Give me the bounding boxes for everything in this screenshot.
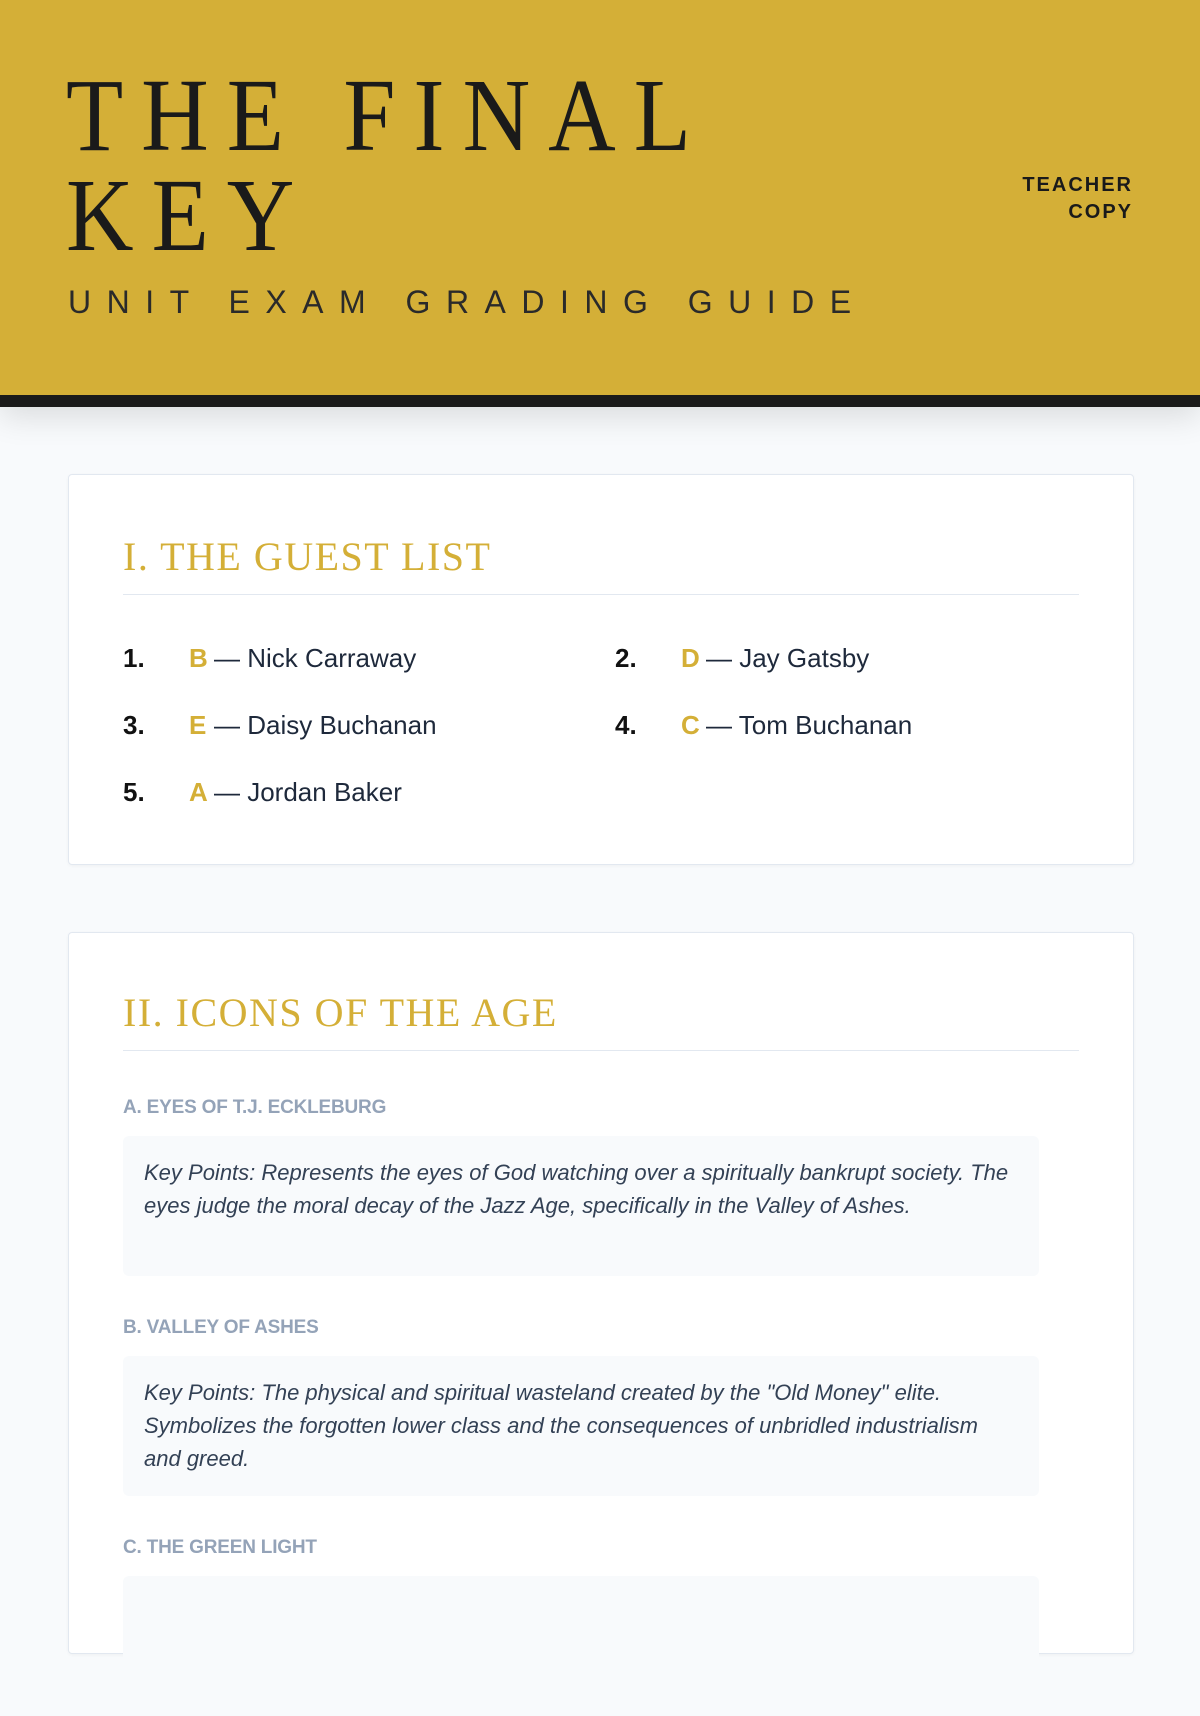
page-header (0, 0, 1200, 407)
section-title: I. THE GUEST LIST (123, 533, 1079, 595)
key-points-box: Key Points: Represents the eyes of God watching over a spiritually bankrupt society. The eyes judge the moral decay of the Jazz Age, specifically in the Valley of Ashes. (123, 1136, 1039, 1276)
answer-letter: C (681, 710, 700, 740)
item-number: 3. (123, 710, 145, 740)
subsection-label: C. THE GREEN LIGHT (123, 1537, 317, 1558)
guest-list-card (68, 474, 1134, 865)
teacher-copy-badge (1022, 172, 1133, 226)
key-points-box (123, 1576, 1039, 1716)
badge-line-1: TEACHER (1022, 174, 1133, 196)
title-line-2: KEY (66, 158, 313, 273)
subsection-label: A. EYES OF T.J. ECKLEBURG (123, 1097, 387, 1118)
answer-letter: D (681, 643, 700, 673)
answer-name: — Daisy Buchanan (214, 710, 437, 740)
answer-letter: A (189, 777, 208, 807)
subsection-label: B. VALLEY OF ASHES (123, 1317, 319, 1338)
section-title: II. ICONS OF THE AGE (123, 989, 1079, 1051)
answer-letter: B (189, 643, 208, 673)
answer-name: — Jay Gatsby (706, 643, 870, 673)
item-number: 1. (123, 643, 145, 673)
page-title (66, 58, 709, 273)
key-points-box: Key Points: The physical and spiritual wasteland created by the "Old Money" elite. Symbolizes the forgotten lower class and the consequences of unbridled industrialism and greed. (123, 1356, 1039, 1496)
badge-line-2: COPY (1068, 201, 1133, 223)
title-line-1: THE FINAL (66, 58, 709, 173)
item-number: 5. (123, 777, 145, 807)
page-subtitle: UNIT EXAM GRADING GUIDE (68, 284, 867, 320)
answer-name: — Tom Buchanan (706, 710, 913, 740)
item-number: 2. (615, 643, 637, 673)
answer-letter: E (189, 710, 207, 740)
item-number: 4. (615, 710, 637, 740)
answer-name: — Nick Carraway (214, 643, 417, 673)
answer-name: — Jordan Baker (214, 777, 402, 807)
icons-card (68, 932, 1134, 1654)
